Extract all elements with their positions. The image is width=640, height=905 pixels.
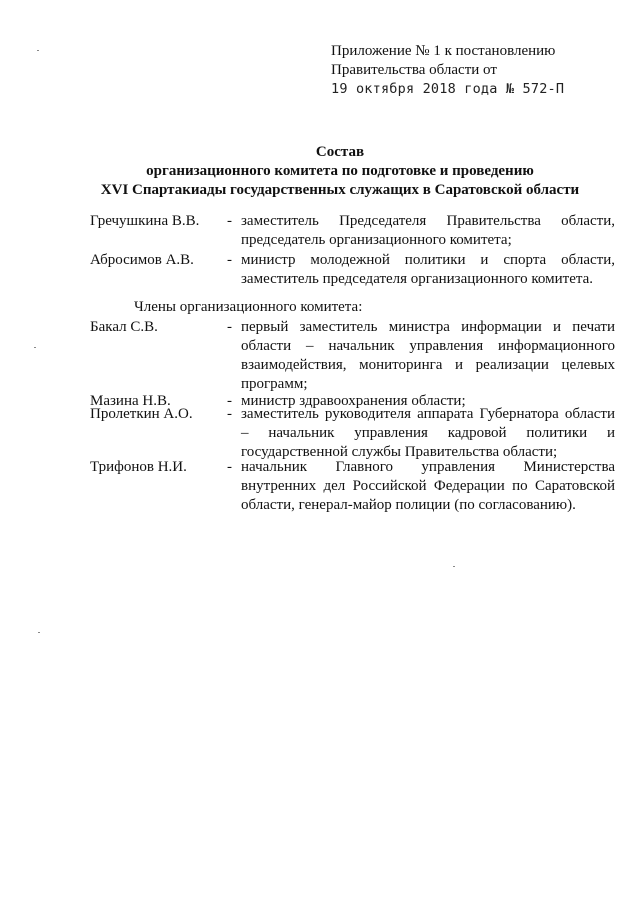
member-entry bbox=[90, 318, 615, 394]
appendix-date-stamp: 19 октября 2018 года № 572-П bbox=[331, 81, 565, 97]
person-role: министр здравоохранения области; bbox=[241, 393, 466, 409]
person-role: начальник Главного управления Министерства внутренних дел Российской Федерации по Саратовской области, генерал-майор полиции (по согласованию). bbox=[241, 459, 615, 513]
title-line-2: организационного комитета по подготовке и проведению bbox=[146, 163, 534, 179]
person-role: первый заместитель министра информации и печати области – начальник управления информационного взаимодействия, мониторинга и реализации целевых программ; bbox=[241, 319, 615, 392]
members-heading: Члены организационного комитета: bbox=[134, 299, 363, 315]
appendix-line-2: Правительства области от bbox=[331, 62, 497, 78]
entry-dash: - bbox=[227, 319, 232, 335]
entry-dash: - bbox=[227, 406, 232, 422]
appendix-note bbox=[331, 42, 564, 99]
title-line-3: XVI Спартакиады государственных служащих в Саратовской области bbox=[100, 182, 580, 198]
document-title bbox=[60, 143, 620, 200]
leader-entry bbox=[90, 251, 615, 289]
scan-speck bbox=[38, 632, 40, 633]
entry-dash: - bbox=[227, 213, 232, 229]
person-name: Бакал С.В. bbox=[90, 319, 158, 335]
scan-speck bbox=[453, 566, 455, 567]
title-line-1: Состав bbox=[315, 144, 365, 160]
entry-dash: - bbox=[227, 252, 232, 268]
person-name: Мазина Н.В. bbox=[90, 393, 171, 409]
entry-dash: - bbox=[227, 459, 232, 475]
member-entry bbox=[90, 405, 615, 462]
person-name: Трифонов Н.И. bbox=[90, 459, 187, 475]
appendix-line-1: Приложение № 1 к постановлению bbox=[331, 43, 556, 59]
person-name: Пролеткин А.О. bbox=[90, 406, 193, 422]
person-role: заместитель Председателя Правительства области, председатель организационного комитета; bbox=[241, 213, 615, 248]
leader-entry bbox=[90, 212, 615, 250]
person-name: Гречушкина В.В. bbox=[90, 213, 200, 229]
entry-dash: - bbox=[227, 393, 232, 409]
person-role: министр молодежной политики и спорта области, заместитель председателя организационного комитета. bbox=[241, 252, 615, 287]
scan-speck bbox=[34, 347, 36, 348]
person-role: заместитель руководителя аппарата Губернатора области – начальник управления кадровой политики и государственной службы Правительства области; bbox=[241, 406, 615, 460]
scan-speck bbox=[37, 50, 39, 51]
person-name: Абросимов А.В. bbox=[90, 252, 194, 268]
member-entry bbox=[90, 458, 615, 515]
